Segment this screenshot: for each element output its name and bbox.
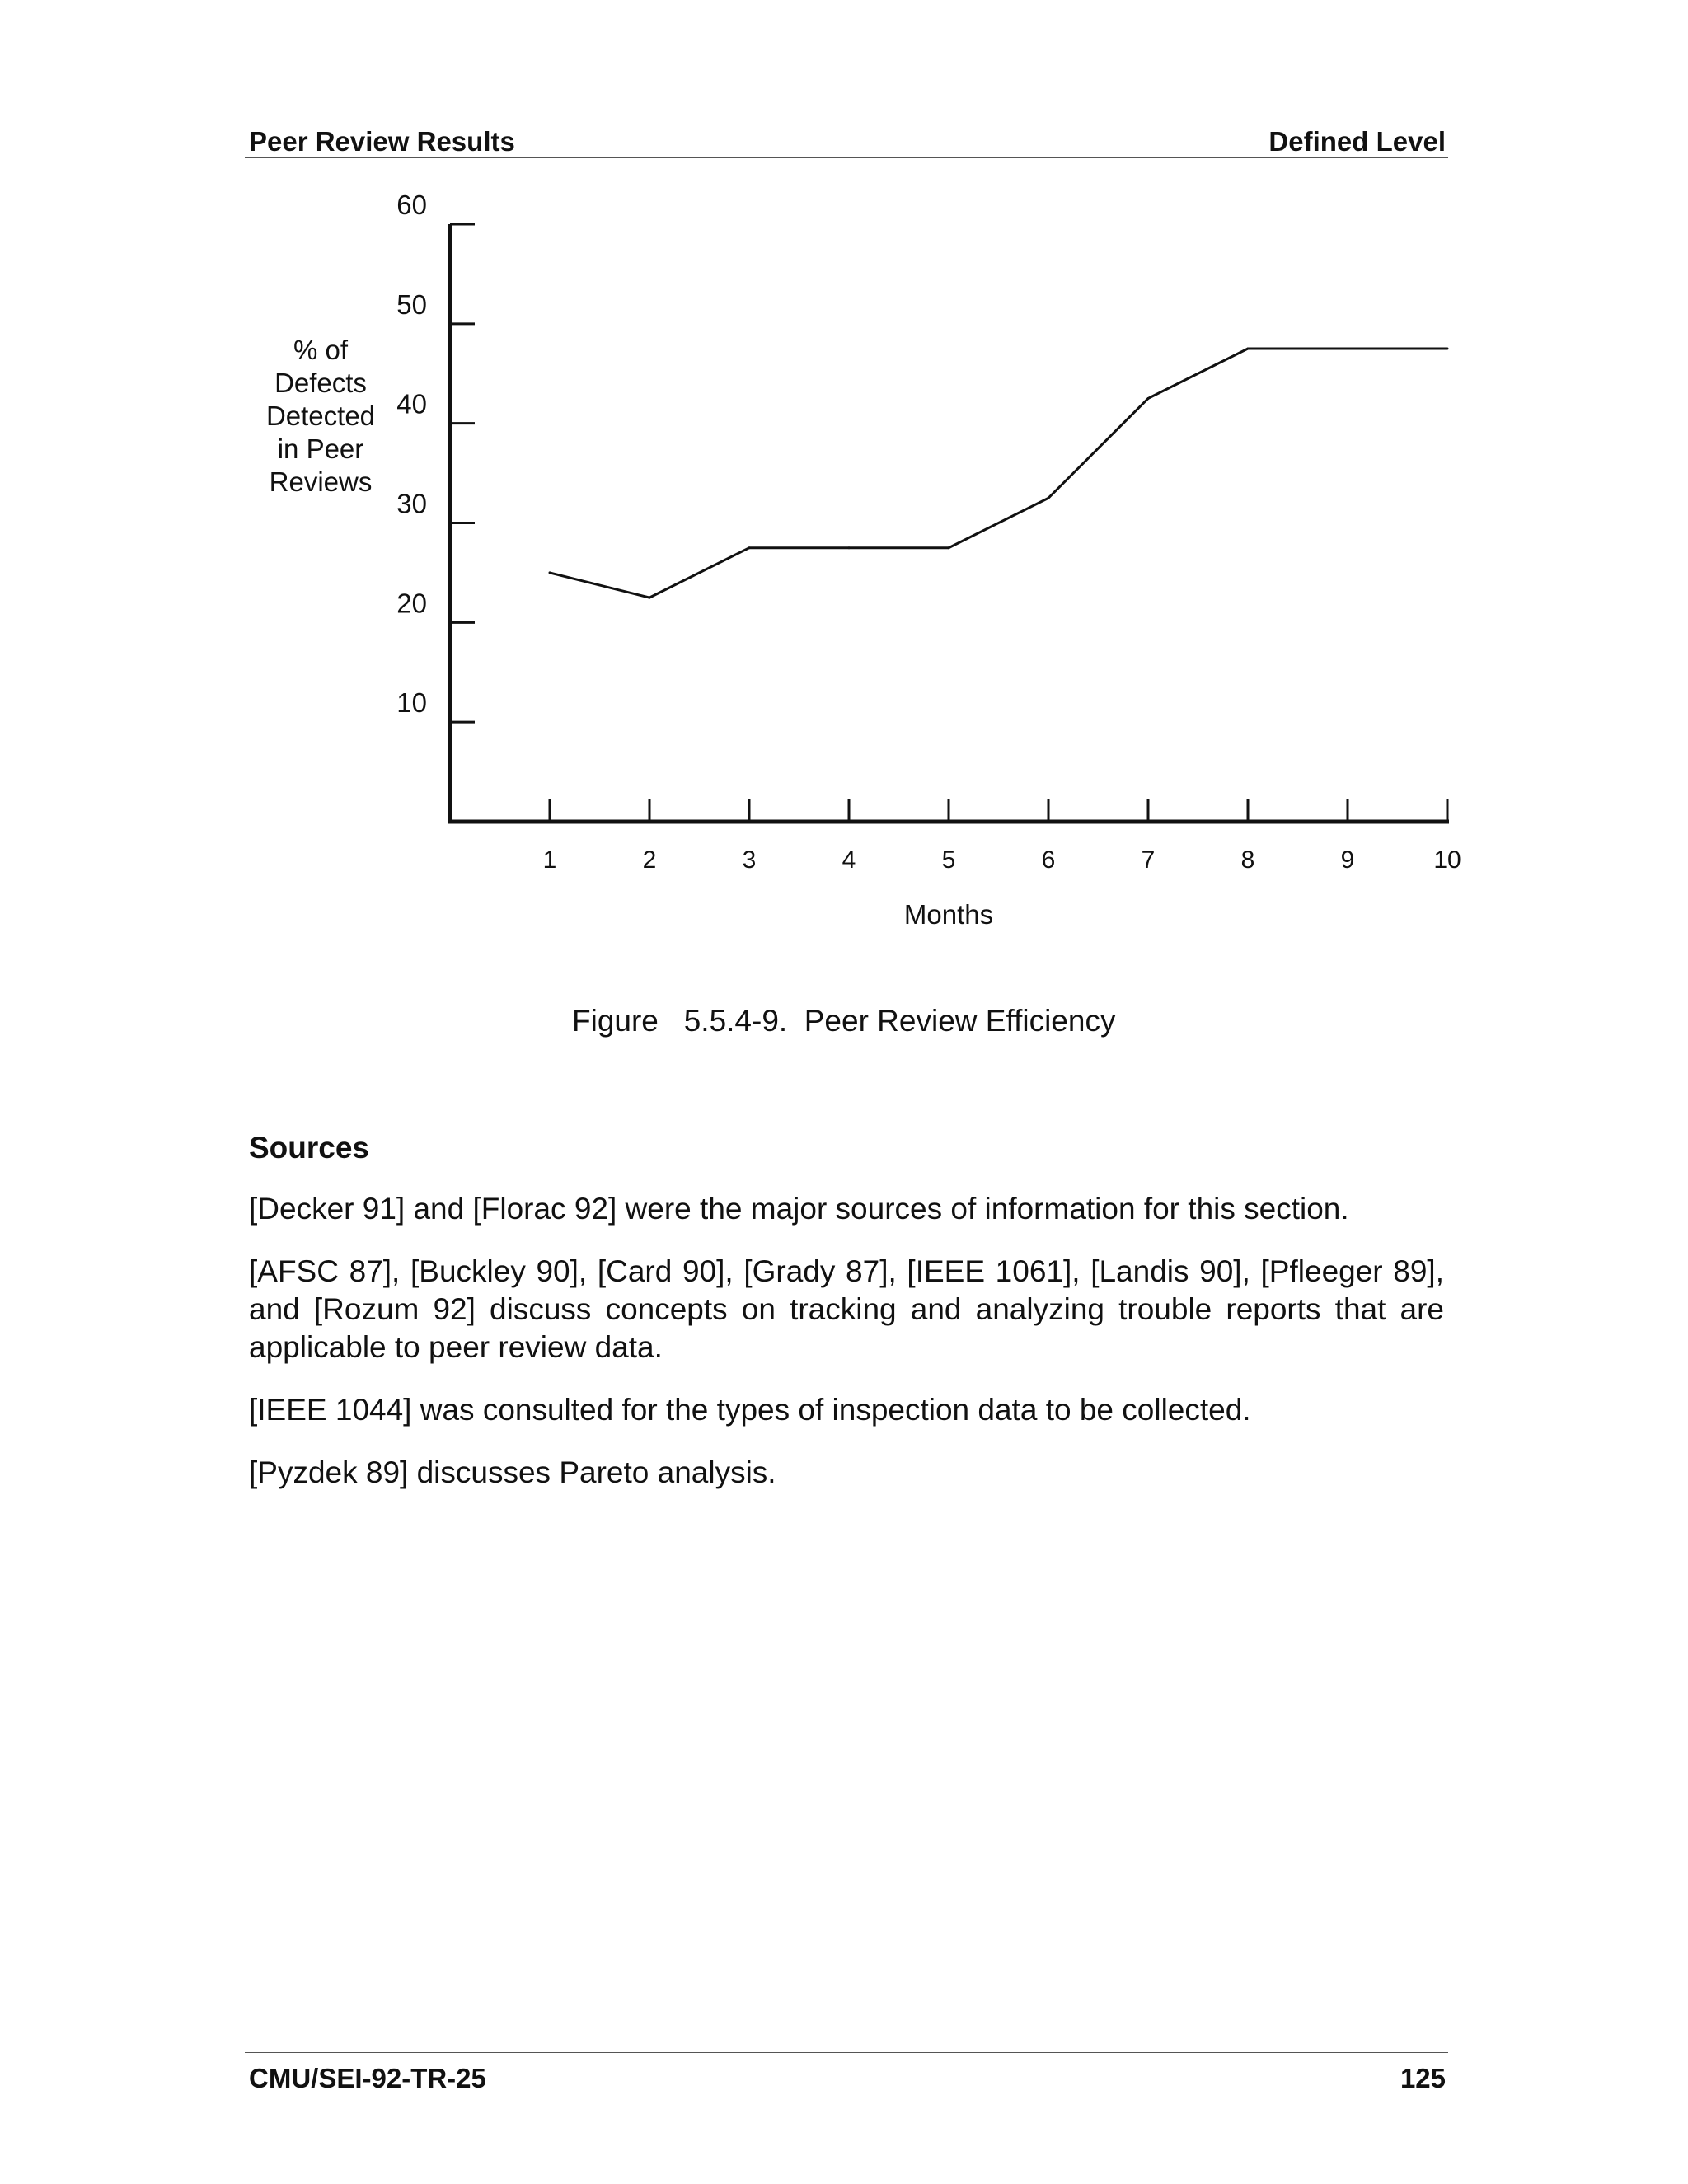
y-tick-label: 60 (396, 190, 427, 220)
x-tick-label: 4 (842, 846, 856, 874)
y-tick-label: 40 (396, 388, 427, 419)
data-point (1447, 348, 1449, 350)
y-tick-label: 30 (396, 488, 427, 519)
report-id: CMU/SEI-92-TR-25 (249, 2063, 486, 2093)
sources-paragraph-4: [Pyzdek 89] discusses Pareto analysis. (249, 1455, 776, 1489)
running-header-title: Peer Review Results (249, 126, 515, 157)
y-tick-label: 20 (396, 588, 427, 619)
y-axis-label-line: Detected (265, 401, 376, 431)
x-tick-label: 10 (1433, 846, 1461, 874)
y-tick-label: 10 (396, 687, 427, 719)
footer-rule (245, 2052, 1448, 2053)
chart-axes (448, 224, 1449, 823)
x-tick-label: 5 (941, 846, 956, 874)
sources-paragraph-1: [Decker 91] and [Florac 92] were the major sources of information for this section. (249, 1192, 1349, 1226)
x-tick-label: 7 (1141, 846, 1156, 874)
data-point (848, 546, 851, 549)
figure-caption: Figure 5.5.4-9. Peer Review Efficiency (572, 1004, 1116, 1038)
peer-review-efficiency-chart (0, 0, 1688, 972)
sources-section (249, 1129, 1444, 1516)
y-axis-ticks (396, 190, 475, 722)
running-header-level: Defined Level (1268, 126, 1446, 157)
x-axis-label: Months (903, 899, 994, 930)
y-axis-label-line: % of (293, 335, 349, 365)
data-point (1147, 397, 1150, 400)
sources-paragraph-3: [IEEE 1044] was consulted for the types of inspection data to be collected. (249, 1393, 1251, 1427)
sources-paragraph-2: [AFSC 87], [Buckley 90], [Card 90], [Grady 87], [IEEE 1061], [Landis 90], [Pfleeger 89], and [Rozum 92] discuss concepts on tracking and analyzing trouble reports that are applicable to peer review data. (249, 1254, 1444, 1364)
sources-heading: Sources (249, 1131, 370, 1165)
y-tick-label: 50 (396, 288, 427, 320)
page-number: 125 (1400, 2063, 1446, 2093)
x-tick-label: 3 (742, 846, 757, 874)
x-tick-label: 1 (542, 846, 557, 874)
x-tick-label: 2 (642, 846, 657, 874)
series-line (550, 349, 1447, 598)
data-point (549, 571, 551, 574)
y-axis-label (266, 335, 375, 497)
y-axis-label-line: in Peer (277, 434, 364, 464)
data-point (1347, 348, 1349, 350)
data-point (649, 597, 651, 599)
data-point (1048, 497, 1050, 499)
x-tick-label: 9 (1340, 846, 1355, 874)
y-axis-label-line: Defects (274, 368, 367, 398)
x-tick-label: 8 (1240, 846, 1255, 874)
y-axis-label-line: Reviews (269, 466, 373, 497)
x-axis-ticks (543, 799, 1461, 874)
data-point (748, 546, 751, 549)
x-tick-label: 6 (1041, 846, 1056, 874)
data-point (1247, 348, 1250, 350)
data-point (948, 546, 950, 549)
chart-series (549, 348, 1449, 599)
